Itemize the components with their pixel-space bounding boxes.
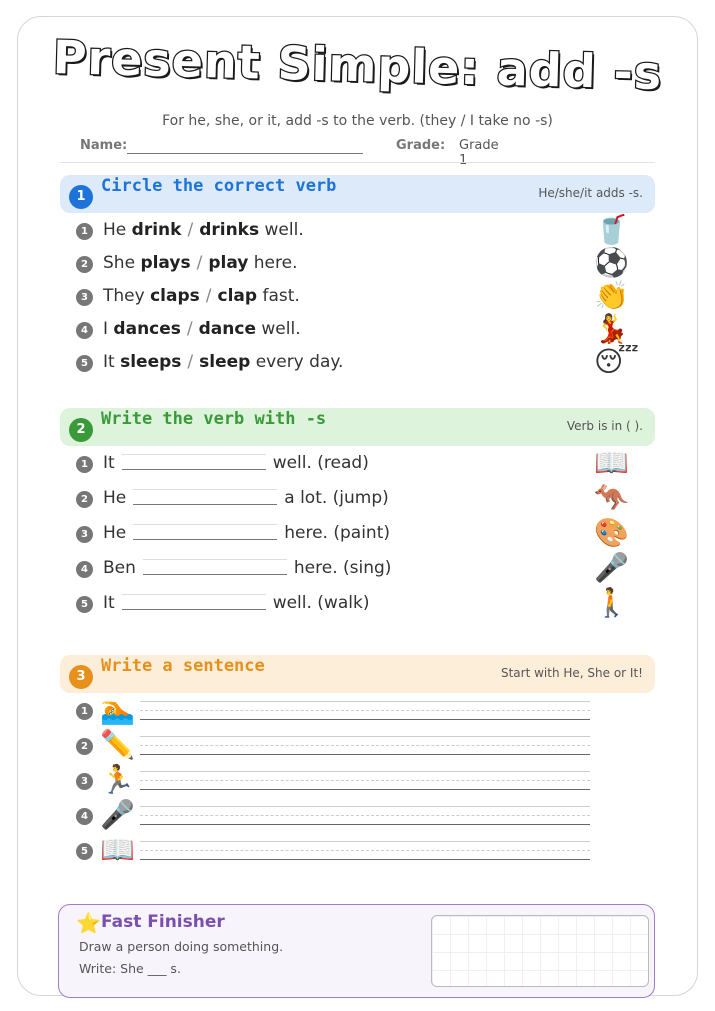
sentence-end: well. [261,319,301,339]
sentence [103,352,343,372]
list-item [76,279,636,312]
fast-finisher-prompt: Write: She ___ s. [79,961,181,976]
book-icon: 📖 [100,833,135,866]
grade-label: Grade: [396,138,446,153]
section-number: 3 [69,665,93,689]
list-item [76,213,636,246]
verb-choice-b[interactable]: sleep [199,352,251,372]
sleeping-face-icon: 😴 [594,345,639,378]
sentence-end: fast. [262,286,300,306]
section-3-header [60,655,655,693]
palette-icon: 🎨 [594,516,629,549]
list-item [76,345,639,378]
answer-blank[interactable] [133,539,277,540]
drawing-box[interactable] [431,915,649,987]
writing-line-top [140,841,590,842]
answer-blank[interactable] [133,504,277,505]
verb-choice-b[interactable]: clap [217,286,258,306]
answer-blank[interactable] [122,609,266,610]
writing-line[interactable] [140,806,590,825]
sentence-end: here. (sing) [293,558,392,578]
writing-line-base [140,824,590,825]
section-number: 2 [69,418,93,442]
verb-choice-b[interactable]: dance [198,319,256,339]
fast-finisher-box [58,904,655,998]
writing-line-top [140,736,590,737]
answer-blank[interactable] [143,574,287,575]
item-number: 3 [76,289,93,306]
page-title: Present Simple: add -s [52,30,663,100]
writing-line[interactable] [140,701,590,720]
writing-line-top [140,806,590,807]
grade-value: Grade 1 [459,138,499,168]
microphone-icon: 🎤 [100,798,135,831]
list-item [76,516,636,549]
cup-icon: 🥤 [594,213,629,246]
section-title: Write the verb with -s [101,409,327,429]
sentence [103,593,369,613]
name-field[interactable] [127,153,363,154]
book-icon: 📖 [594,446,629,479]
list-item [76,481,636,514]
writing-line-base [140,789,590,790]
slash-separator: / [186,319,193,339]
sentence [103,220,304,240]
sentence-subject: It [103,593,115,613]
list-item [76,312,636,345]
item-number: 1 [76,456,93,473]
kangaroo-icon: 🦘 [594,481,629,514]
list-item [76,246,636,279]
list-item [76,586,636,619]
item-number: 5 [76,355,93,372]
item-number: 2 [76,256,93,273]
writing-line-base [140,859,590,860]
item-number: 5 [76,596,93,613]
clapping-hands-icon: 👏 [594,279,629,312]
writing-line-base [140,754,590,755]
verb-choice-b[interactable]: play [208,253,249,273]
sentence [103,253,297,273]
sentence-end: every day. [255,352,344,372]
sentence [103,319,301,339]
pencil-icon: ✏️ [100,728,135,761]
verb-choice-a[interactable]: dances [113,319,181,339]
sentence [103,523,390,543]
fast-finisher-title: Fast Finisher [101,912,225,932]
header-divider [60,162,655,163]
sentence-subject: I [103,319,109,339]
section-title: Write a sentence [101,656,265,676]
verb-choice-a[interactable]: plays [140,253,191,273]
writing-line[interactable] [140,771,590,790]
item-number: 3 [76,773,93,790]
sentence-end: well. (read) [272,453,369,473]
sentence [103,286,300,306]
sentence-subject: She [103,253,136,273]
sentence-end: a lot. (jump) [284,488,389,508]
writing-line-mid [140,850,590,851]
dancer-icon: 💃 [594,312,629,345]
sentence-subject: He [103,523,127,543]
writing-line-base [140,719,590,720]
sentence-subject: He [103,488,127,508]
sentence-subject: He [103,220,127,240]
sentence-end: well. (walk) [272,593,370,613]
item-number: 2 [76,738,93,755]
answer-blank[interactable] [122,469,266,470]
section-title: Circle the correct verb [101,176,337,196]
star-icon: ⭐ [76,911,101,935]
item-number: 3 [76,526,93,543]
writing-line-mid [140,710,590,711]
verb-choice-b[interactable]: drinks [199,220,260,240]
writing-line[interactable] [140,736,590,755]
sentence-end: here. (paint) [284,523,391,543]
sentence-end: here. [253,253,298,273]
section-1-header [60,175,655,213]
verb-choice-a[interactable]: sleeps [120,352,182,372]
item-number: 4 [76,322,93,339]
writing-line-mid [140,780,590,781]
sentence [103,488,389,508]
writing-line-top [140,701,590,702]
slash-separator: / [196,253,203,273]
writing-line[interactable] [140,841,590,860]
section-hint: Verb is in ( ). [566,419,643,433]
soccer-ball-icon: ⚽ [594,246,629,279]
section-hint: He/she/it adds -s. [538,186,643,200]
swimmer-icon: 🏊 [100,693,135,726]
verb-choice-a[interactable]: claps [150,286,200,306]
item-number: 1 [76,703,93,720]
sentence-subject: Ben [103,558,136,578]
sentence-subject: It [103,352,115,372]
slash-separator: / [205,286,212,306]
sentence [103,558,391,578]
verb-choice-a[interactable]: drink [131,220,182,240]
item-number: 4 [76,561,93,578]
microphone-icon: 🎤 [594,551,629,584]
section-number: 1 [69,185,93,209]
item-number: 5 [76,843,93,860]
item-number: 2 [76,491,93,508]
sentence-end: well. [264,220,304,240]
writing-line-top [140,771,590,772]
writing-line-mid [140,745,590,746]
section-hint: Start with He, She or It! [500,666,643,680]
sentence [103,453,369,473]
item-number: 4 [76,808,93,825]
writing-line-mid [140,815,590,816]
item-number: 1 [76,223,93,240]
instructions-subtitle: For he, she, or it, add -s to the verb. (they / I take no -s) [162,113,553,129]
sentence-subject: It [103,453,115,473]
fast-finisher-instruction: Draw a person doing something. [79,939,284,954]
slash-separator: / [187,220,194,240]
sentence-subject: They [103,286,145,306]
running-person-icon: 🏃 [100,763,135,796]
walking-person-icon: 🚶 [594,586,629,619]
slash-separator: / [187,352,194,372]
section-2-header [60,408,655,446]
name-label: Name: [80,138,128,153]
list-item [76,446,636,479]
list-item [76,551,636,584]
